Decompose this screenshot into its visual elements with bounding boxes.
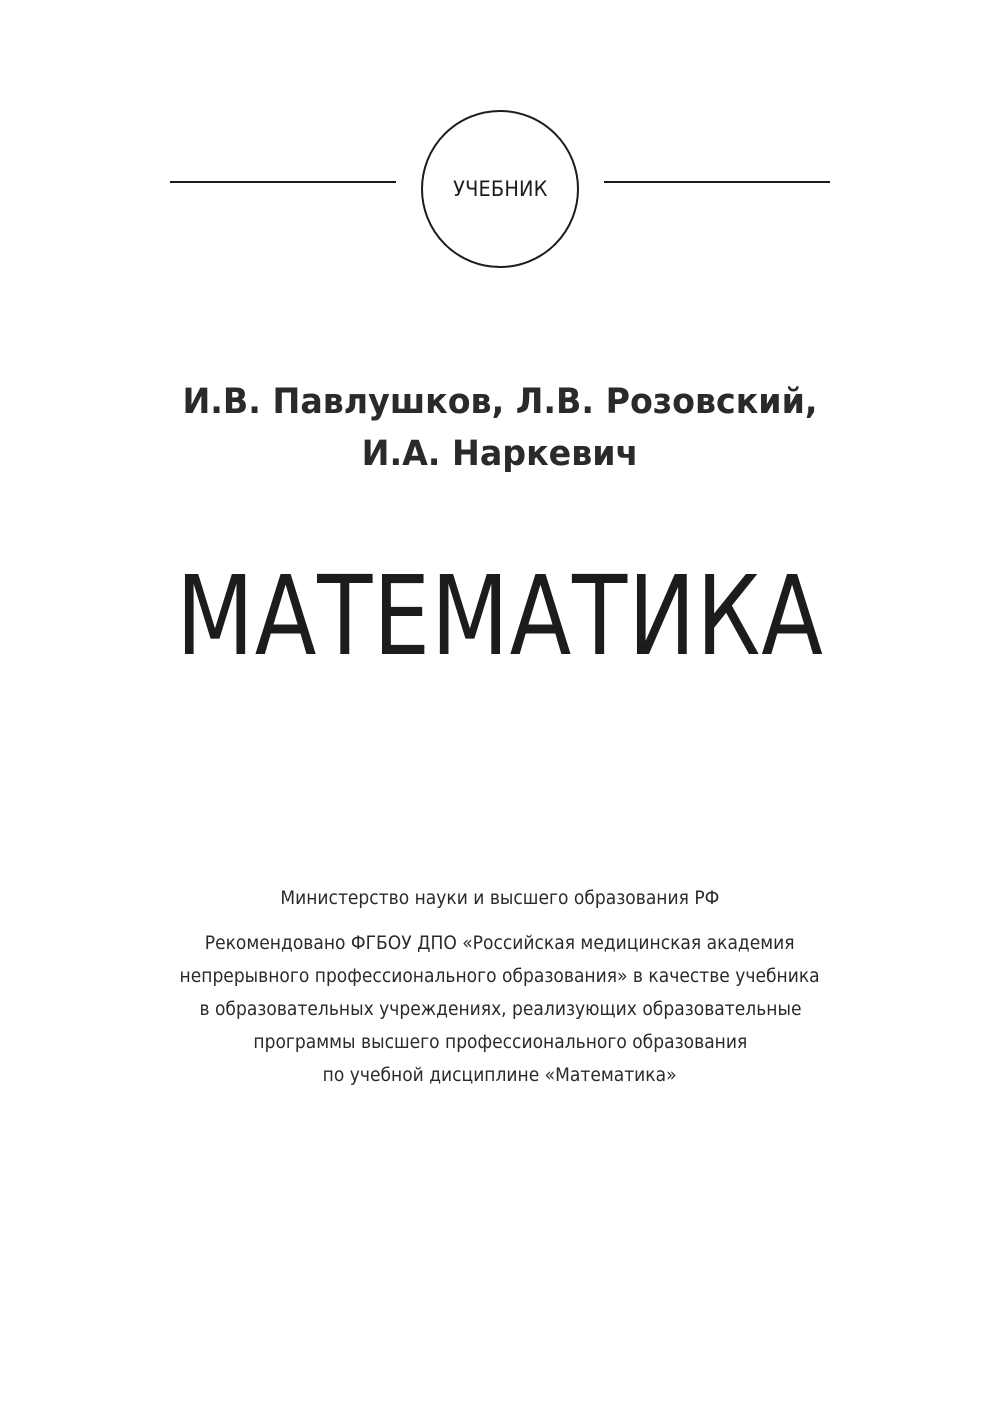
ministry-text: Министерство науки и высшего образования РФ (280, 887, 720, 909)
textbook-badge-label: УЧЕБНИК (452, 177, 548, 201)
recommendation-line (0, 1059, 1000, 1092)
ministry-line (0, 884, 1000, 912)
recommendation-line (0, 993, 1000, 1026)
recommendation-line (0, 927, 1000, 960)
recommendation-line-text: непрерывного профессионального образования» в качестве учебника (179, 965, 821, 987)
book-title (0, 552, 1000, 680)
authors-line-1: И.В. Павлушков, Л.В. Розовский, (182, 382, 818, 422)
recommendation-line-text: в образовательных учреждениях, реализующих образовательные (198, 998, 802, 1020)
recommendation-line (0, 960, 1000, 993)
authors (0, 376, 1000, 480)
book-title-text: МАТЕМАТИКА (176, 552, 824, 680)
recommendation-block (0, 927, 1000, 1092)
recommendation-line-text: Рекомендовано ФГБОУ ДПО «Российская медицинская академия (205, 932, 795, 954)
textbook-badge (421, 110, 579, 268)
authors-line-2: И.А. Наркевич (361, 434, 639, 474)
badge-rule-right (604, 181, 830, 183)
recommendation-line (0, 1026, 1000, 1059)
recommendation-line-text: по учебной дисциплине «Математика» (323, 1064, 677, 1086)
badge-rule-left (170, 181, 396, 183)
recommendation-line-text: программы высшего профессионального образования (253, 1031, 747, 1053)
